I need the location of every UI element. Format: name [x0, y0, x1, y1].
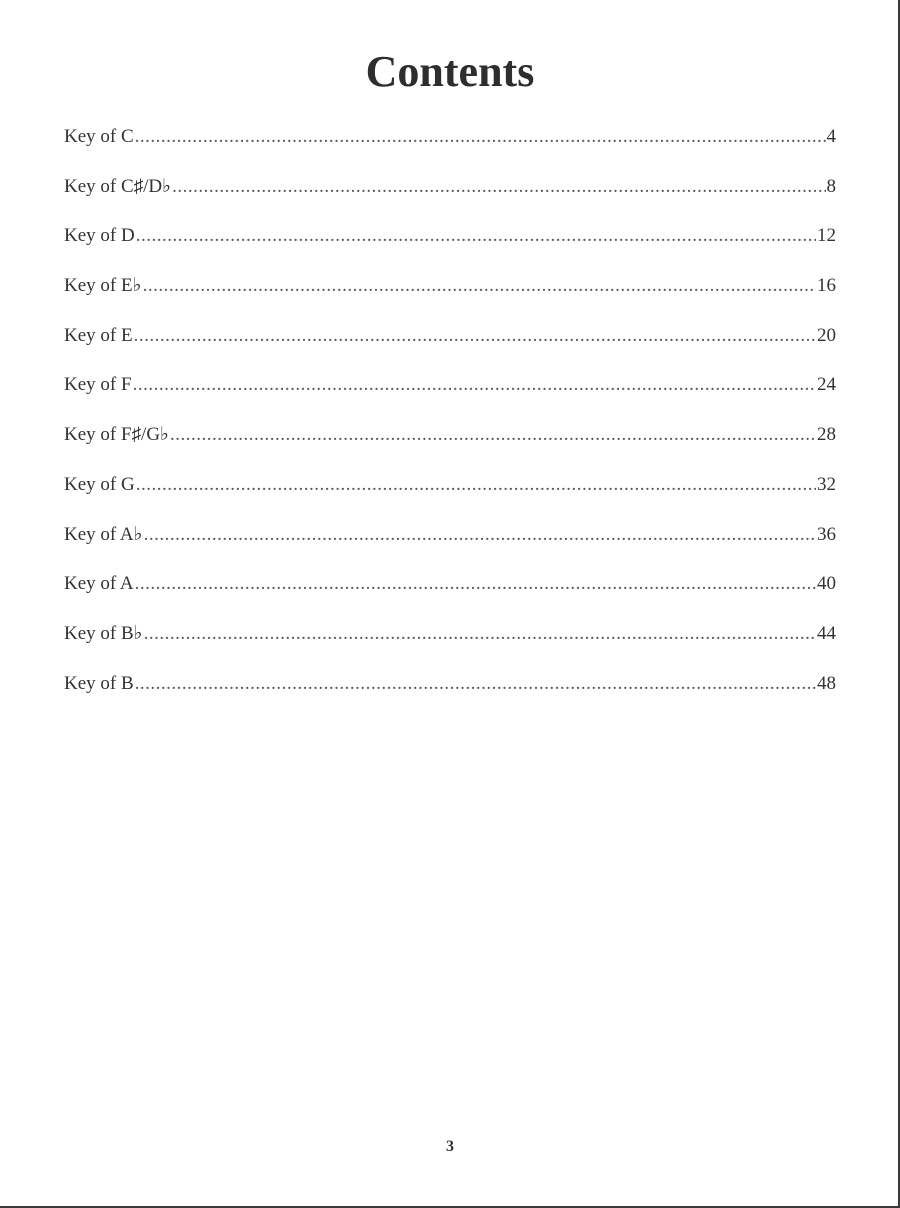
dot-leader: [136, 221, 816, 251]
toc-entry-page: 8: [826, 175, 836, 197]
dot-leader: [135, 569, 816, 599]
toc-entry-label: Key of D: [64, 225, 135, 247]
toc-entry-key-of-e-flat[interactable]: [64, 271, 836, 321]
toc-entry-key-of-a-flat[interactable]: [64, 520, 836, 570]
toc-entry-page: 48: [817, 672, 836, 694]
toc-entry-label: Key of F♯/G♭: [64, 424, 170, 446]
toc-entry-page: 40: [817, 573, 836, 595]
toc-entry-label: Key of E♭: [64, 275, 142, 297]
toc-entry-label: Key of F: [64, 374, 132, 396]
toc-entry-key-of-e[interactable]: [64, 321, 836, 371]
toc-entry-label: Key of A♭: [64, 523, 143, 545]
dot-leader: [170, 420, 816, 450]
toc-entry-label: Key of C♯/D♭: [64, 175, 172, 197]
page-title: Contents: [365, 47, 535, 96]
dot-leader: [143, 271, 816, 301]
dot-leader: [144, 520, 816, 550]
toc-entry-page: 28: [817, 424, 836, 446]
dot-leader: [135, 669, 816, 699]
toc-entry-label: Key of C: [64, 126, 134, 147]
page-number: 3: [446, 1138, 454, 1155]
toc-entry-label: Key of G: [64, 473, 135, 495]
toc-entry-page: 12: [817, 225, 836, 247]
dot-leader: [136, 470, 816, 500]
toc-entry-key-of-f[interactable]: [64, 370, 836, 420]
toc-entry-key-of-f-sharp-g-flat[interactable]: [64, 420, 836, 470]
toc-entry-key-of-c[interactable]: [64, 122, 836, 172]
toc-entry-page: 36: [817, 523, 836, 545]
toc-entry-key-of-d[interactable]: [64, 221, 836, 271]
toc-entry-key-of-b-flat[interactable]: [64, 619, 836, 669]
toc-entry-page: 20: [817, 324, 836, 346]
toc-entry-key-of-b[interactable]: [64, 669, 836, 719]
toc-entry-page: 32: [817, 473, 836, 495]
toc-entry-key-of-c-sharp-d-flat[interactable]: [64, 172, 836, 222]
toc-entry-label: Key of E: [64, 324, 133, 346]
toc-entry-label: Key of A: [64, 573, 134, 595]
dot-leader: [133, 370, 816, 400]
dot-leader: [144, 619, 816, 649]
dot-leader: [172, 172, 825, 202]
toc-entry-key-of-a[interactable]: [64, 569, 836, 619]
toc-entry-page: 44: [817, 622, 836, 644]
toc-entry-label: Key of B♭: [64, 622, 143, 644]
dot-leader: [135, 122, 826, 152]
toc-entry-page: 24: [817, 374, 836, 396]
toc-entry-page: 16: [817, 275, 836, 297]
dot-leader: [134, 321, 816, 351]
toc-entry-label: Key of B: [64, 672, 134, 694]
toc-entry-page: 4: [826, 126, 836, 147]
toc-entry-key-of-g[interactable]: [64, 470, 836, 520]
table-of-contents: [64, 122, 836, 718]
